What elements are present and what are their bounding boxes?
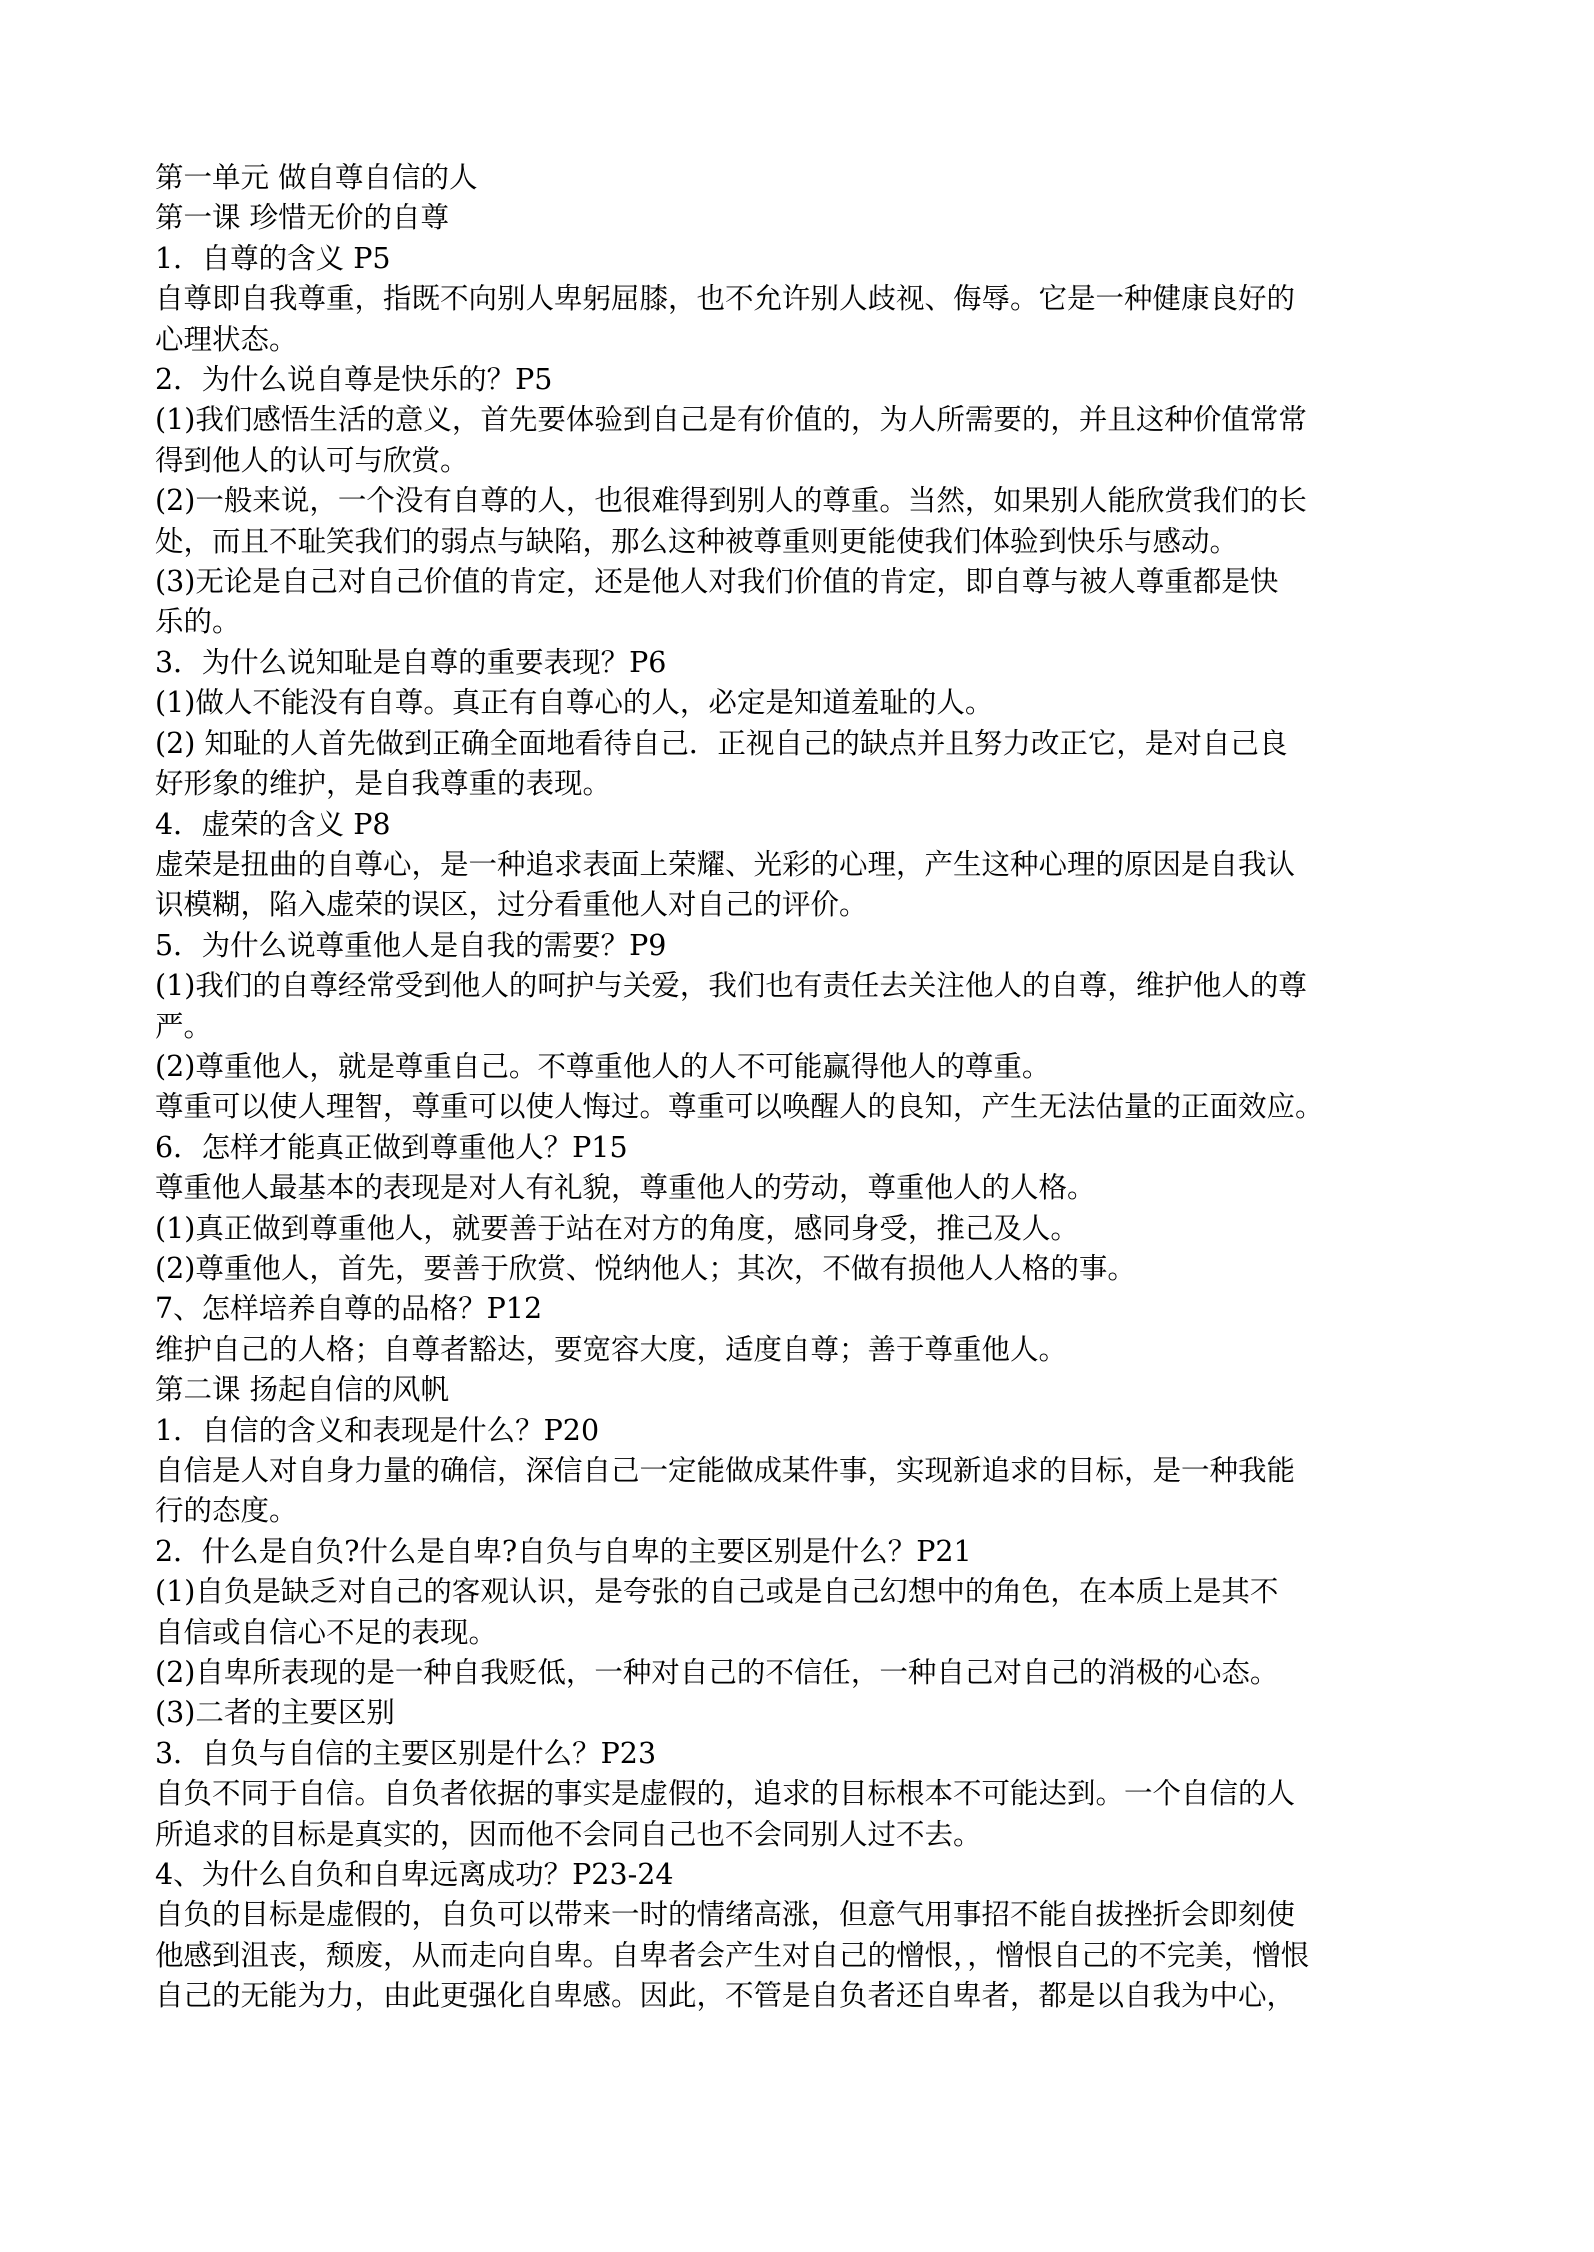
question-heading: 5．为什么说尊重他人是自我的需要？P9 bbox=[155, 928, 667, 962]
question-heading: 4．虚荣的含义 P8 bbox=[155, 807, 391, 841]
answer-text: 好形象的维护，是自我尊重的表现。 bbox=[155, 767, 612, 801]
answer-text: 虚荣是扭曲的自尊心，是一种追求表面上荣耀、光彩的心理，产生这种心理的原因是自我认 bbox=[155, 847, 1296, 881]
answer-text: (2)自卑所表现的是一种自我贬低，一种对自己的不信任，一种自己对自己的消极的心态。 bbox=[155, 1656, 1279, 1690]
answer-text: (2)一般来说，一个没有自尊的人，也很难得到别人的尊重。当然，如果别人能欣赏我们的长 bbox=[155, 484, 1307, 518]
answer-text: (1)我们的自尊经常受到他人的呵护与关爱，我们也有责任去关注他人的自尊，维护他人的尊 bbox=[155, 969, 1307, 1003]
answer-text: 严。 bbox=[155, 1009, 213, 1043]
answer-text: (1)我们感悟生活的意义，首先要体验到自己是有价值的，为人所需要的，并且这种价值常常 bbox=[155, 403, 1307, 437]
answer-text: 自己的无能为力，由此更强化自卑感。因此，不管是自负者还自卑者，都是以自我为中心， bbox=[155, 1979, 1296, 2013]
answer-text: 心理状态。 bbox=[155, 322, 298, 356]
question-heading: 1．自尊的含义 P5 bbox=[155, 241, 391, 275]
answer-text: (3)二者的主要区别 bbox=[155, 1696, 395, 1730]
answer-text: (2) 知耻的人首先做到正确全面地看待自己．正视自己的缺点并且努力改正它，是对自己良 bbox=[155, 726, 1288, 760]
answer-text: (1)真正做到尊重他人，就要善于站在对方的角度，感同身受，推己及人。 bbox=[155, 1211, 1079, 1245]
answer-text: 乐的。 bbox=[155, 605, 241, 639]
question-heading: 4、为什么自负和自卑远离成功？P23-24 bbox=[155, 1858, 674, 1892]
answer-text: 自负的目标是虚假的，自负可以带来一时的情绪高涨，但意气用事招不能自拔挫折会即刻使 bbox=[155, 1898, 1296, 1932]
answer-text: (2)尊重他人，就是尊重自己。不尊重他人的人不可能赢得他人的尊重。 bbox=[155, 1049, 1051, 1083]
answer-text: 处，而且不耻笑我们的弱点与缺陷，那么这种被尊重则更能使我们体验到快乐与感动。 bbox=[155, 524, 1239, 558]
question-heading: 6．怎样才能真正做到尊重他人？P15 bbox=[155, 1130, 628, 1164]
answer-text: 所追求的目标是真实的，因而他不会同自己也不会同别人过不去。 bbox=[155, 1817, 982, 1851]
answer-text: 尊重可以使人理智，尊重可以使人悔过。尊重可以唤醒人的良知，产生无法估量的正面效应。 bbox=[155, 1090, 1324, 1124]
question-heading: 3．自负与自信的主要区别是什么？P23 bbox=[155, 1736, 657, 1770]
question-heading: 2．为什么说自尊是快乐的？P5 bbox=[155, 363, 553, 397]
answer-text: 行的态度。 bbox=[155, 1494, 298, 1528]
answer-text: (1)自负是缺乏对自己的客观认识，是夸张的自己或是自己幻想中的角色，在本质上是其不 bbox=[155, 1575, 1279, 1609]
answer-text: 识模糊，陷入虚荣的误区，过分看重他人对自己的评价。 bbox=[155, 888, 868, 922]
answer-text: 自信或自信心不足的表现。 bbox=[155, 1615, 498, 1649]
lesson-title: 第一课 珍惜无价的自尊 bbox=[155, 201, 450, 235]
question-heading: 1．自信的含义和表现是什么？P20 bbox=[155, 1413, 600, 1447]
answer-text: 他感到沮丧，颓废，从而走向自卑。自卑者会产生对自己的憎恨，，憎恨自己的不完美，憎恨 bbox=[155, 1938, 1310, 1972]
answer-text: 自负不同于自信。自负者依据的事实是虚假的，追求的目标根本不可能达到。一个自信的人 bbox=[155, 1777, 1296, 1811]
document-page bbox=[155, 158, 1445, 2017]
question-heading: 7、怎样培养自尊的品格？P12 bbox=[155, 1292, 543, 1326]
question-heading: 3．为什么说知耻是自尊的重要表现？P6 bbox=[155, 645, 667, 679]
answer-text: 自信是人对自身力量的确信，深信自己一定能做成某件事，实现新追求的目标，是一种我能 bbox=[155, 1454, 1296, 1487]
answer-text: 得到他人的认可与欣赏。 bbox=[155, 443, 469, 477]
answer-text: (3)无论是自己对自己价值的肯定，还是他人对我们价值的肯定，即自尊与被人尊重都是快 bbox=[155, 565, 1279, 599]
answer-text: 尊重他人最基本的表现是对人有礼貌，尊重他人的劳动，尊重他人的人格。 bbox=[155, 1171, 1096, 1205]
lesson-title: 第二课 扬起自信的风帆 bbox=[155, 1373, 450, 1407]
answer-text: 维护自己的人格；自尊者豁达，要宽容大度，适度自尊；善于尊重他人。 bbox=[155, 1332, 1068, 1366]
unit-title: 第一单元 做自尊自信的人 bbox=[155, 161, 478, 194]
question-heading: 2．什么是自负?什么是自卑?自负与自卑的主要区别是什么？P21 bbox=[155, 1534, 972, 1568]
answer-text: (1)做人不能没有自尊。真正有自尊心的人，必定是知道羞耻的人。 bbox=[155, 686, 994, 720]
answer-text: 自尊即自我尊重，指既不向别人卑躬屈膝，也不允许别人歧视、侮辱。它是一种健康良好的 bbox=[155, 282, 1296, 316]
answer-text: (2)尊重他人，首先，要善于欣赏、悦纳他人；其次，不做有损他人人格的事。 bbox=[155, 1251, 1136, 1285]
